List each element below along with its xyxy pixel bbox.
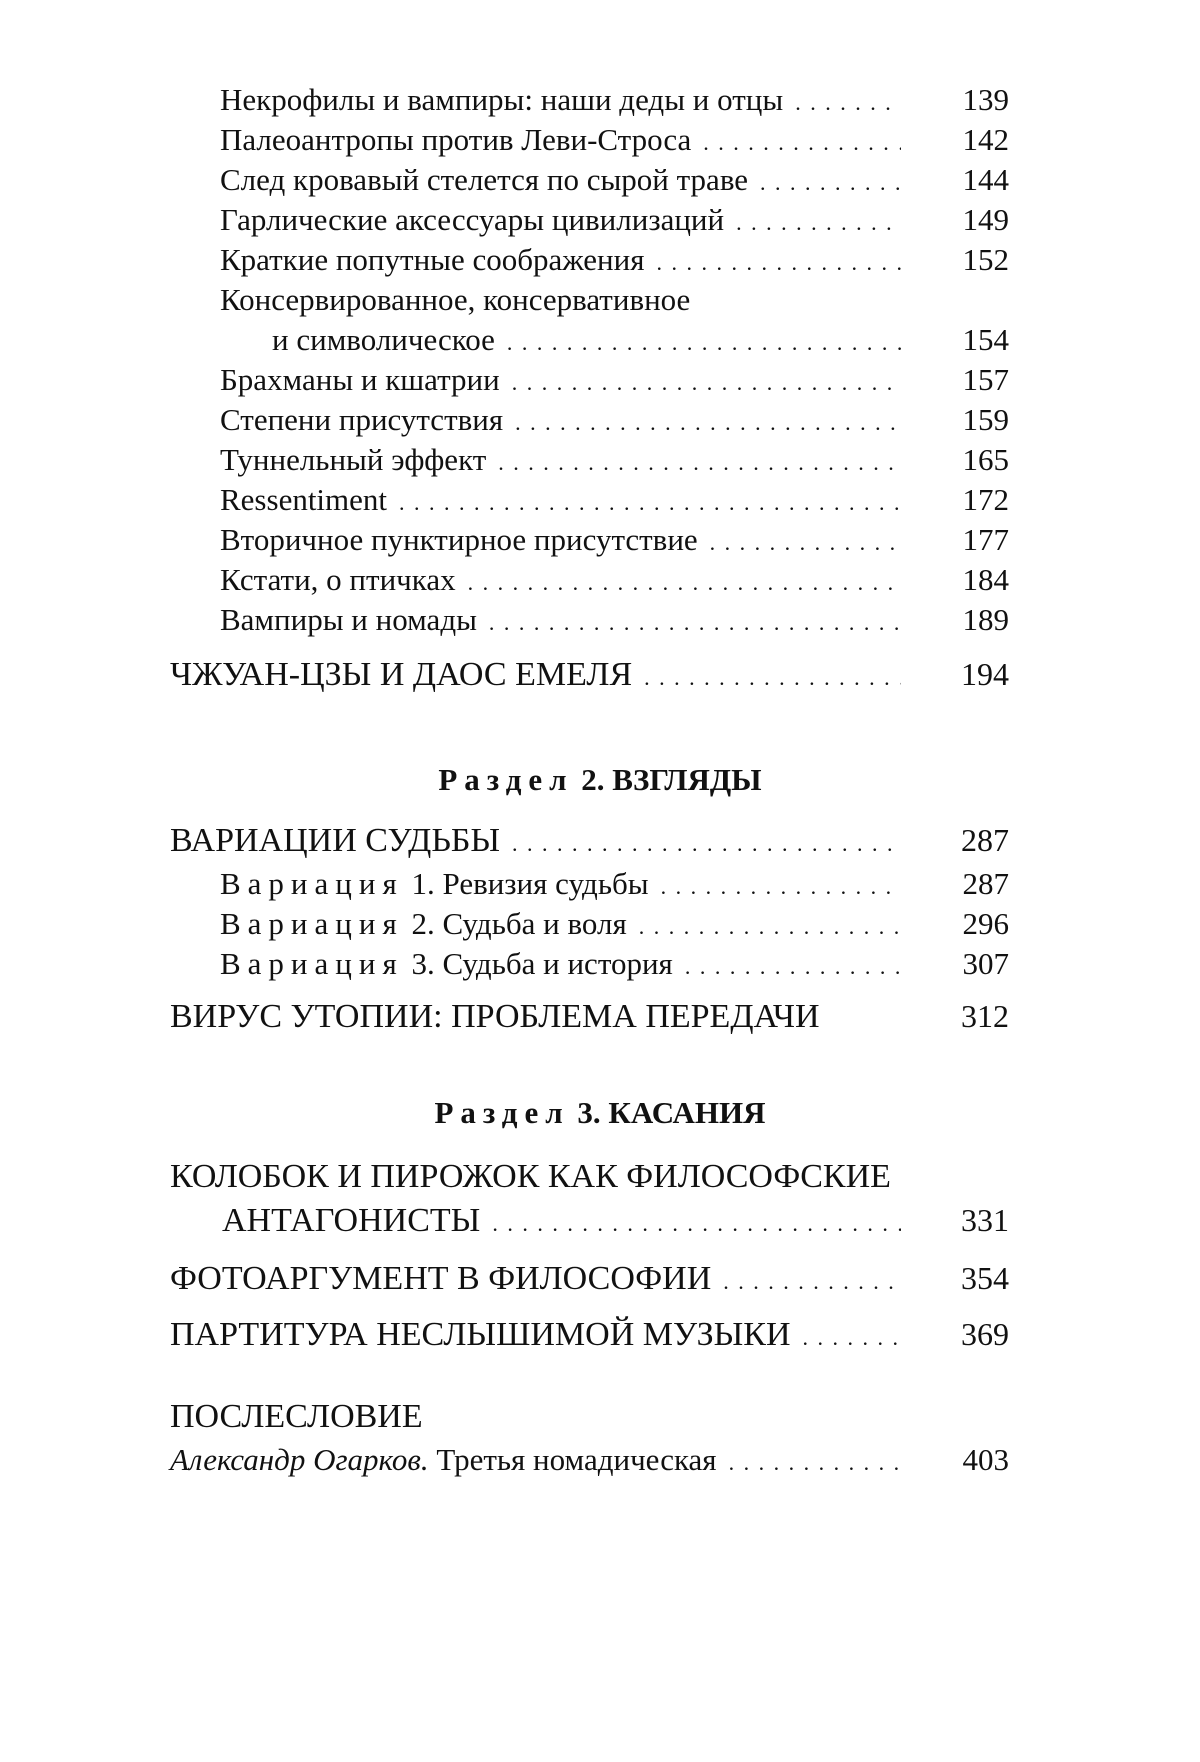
toc-chapter	[170, 1316, 1009, 1354]
toc-entry	[170, 1442, 1009, 1478]
section-heading	[0, 762, 1200, 798]
toc-entry	[220, 362, 1009, 398]
toc-entry-page: 184	[962, 562, 1009, 597]
variation-title: 1. Ревизия судьбы	[411, 866, 649, 901]
leader-dots	[489, 602, 901, 638]
toc-entry-title: Гарлические аксессуары цивилизаций	[220, 202, 725, 237]
toc-entry-title: Вторичное пунктирное присутствие	[220, 522, 698, 557]
toc-chapter-page: 354	[961, 1260, 1009, 1296]
toc-entry	[220, 242, 1009, 278]
toc-chapter-page: 312	[961, 998, 1009, 1034]
toc-chapter-title: ВИРУС УТОПИИ: ПРОБЛЕМА ПЕРЕДАЧИ	[170, 998, 820, 1035]
section-heading-title: 3. КАСАНИЯ	[577, 1095, 766, 1130]
toc-entry-page: 154	[962, 322, 1009, 357]
toc-chapter-title-line2: АНТАГОНИСТЫ	[222, 1202, 481, 1239]
leader-dots	[512, 822, 901, 860]
toc-entry-title	[220, 866, 649, 902]
leader-dots	[803, 1316, 901, 1354]
leader-dots	[399, 482, 901, 518]
toc-chapter-title: ПАРТИТУРА НЕСЛЫШИМОЙ МУЗЫКИ	[170, 1316, 791, 1353]
leader-dots	[723, 1260, 901, 1298]
toc-entry-page: 172	[962, 482, 1009, 517]
toc-chapter-title-line1: КОЛОБОК И ПИРОЖОК КАК ФИЛОСОФСКИЕ	[170, 1158, 891, 1195]
toc-entry-page: 152	[962, 242, 1009, 277]
toc-entry-title: След кровавый стелется по сырой траве	[220, 162, 749, 197]
leader-dots	[492, 1202, 901, 1240]
section-heading	[0, 1095, 1200, 1131]
toc-entry-title: Палеоантропы против Леви-Строса	[220, 122, 692, 157]
leader-dots	[795, 82, 901, 118]
leader-dots	[703, 122, 901, 158]
toc-entry-page: 189	[962, 602, 1009, 637]
toc-entry	[220, 162, 1009, 198]
toc-entry-title: Ressentiment	[220, 482, 388, 517]
toc-entry-title	[220, 946, 673, 982]
leader-dots	[760, 162, 901, 198]
afterword-heading: ПОСЛЕСЛОВИЕ	[170, 1398, 423, 1435]
toc-entry	[220, 866, 1009, 902]
toc-entry-page: 177	[962, 522, 1009, 557]
toc-entry-page: 403	[962, 1442, 1009, 1477]
toc-entry-page: 157	[962, 362, 1009, 397]
toc-entry-title-line1: Консервированное, консервативное	[220, 282, 691, 317]
leader-dots	[507, 322, 901, 358]
toc-entry-title: Туннельный эффект	[220, 442, 487, 477]
section-heading-title: 2. ВЗГЛЯДЫ	[581, 762, 762, 797]
leader-dots	[498, 442, 901, 478]
toc-entry	[220, 442, 1009, 478]
toc-entry-page: 159	[962, 402, 1009, 437]
toc-chapter-title: ФОТОАРГУМЕНТ В ФИЛОСОФИИ	[170, 1260, 712, 1297]
toc-entry-page: 149	[962, 202, 1009, 237]
leader-dots	[639, 906, 901, 942]
leader-dots	[512, 362, 901, 398]
variation-label: Вариация	[220, 866, 404, 901]
leader-dots	[736, 202, 901, 238]
toc-entry	[220, 122, 1009, 158]
toc-entry	[220, 522, 1009, 558]
leader-dots	[515, 402, 901, 438]
toc-entry	[220, 82, 1009, 118]
toc-chapter-page: 194	[961, 656, 1009, 692]
leader-dots	[644, 656, 901, 694]
toc-entry-title: Брахманы и кшатрии	[220, 362, 500, 397]
toc-entry-page: 287	[962, 866, 1009, 901]
toc-entry	[272, 322, 1009, 358]
variation-label: Вариация	[220, 906, 404, 941]
leader-dots	[685, 946, 901, 982]
variation-title: 3. Судьба и история	[411, 946, 673, 981]
toc-entry-title: Вампиры и номады	[220, 602, 477, 637]
toc-chapter	[222, 1202, 1009, 1240]
leader-dots	[468, 562, 901, 598]
section-heading-prefix: Раздел	[434, 1095, 570, 1130]
afterword-author: Александр Огарков.	[170, 1442, 429, 1477]
toc-entry	[220, 202, 1009, 238]
toc-entry-page: 296	[962, 906, 1009, 941]
leader-dots	[729, 1442, 901, 1478]
toc-entry-title-line2: и символическое	[272, 322, 495, 357]
toc-chapter	[170, 822, 1009, 860]
toc-entry	[220, 562, 1009, 598]
toc-entry-title: Некрофилы и вампиры: наши деды и отцы	[220, 82, 784, 117]
leader-dots	[657, 242, 902, 278]
toc-entry	[220, 482, 1009, 518]
toc-chapter-page: 369	[961, 1316, 1009, 1352]
toc-entry	[220, 906, 1009, 942]
toc-chapter-title: ВАРИАЦИИ СУДЬБЫ	[170, 822, 501, 859]
toc-entry	[220, 946, 1009, 982]
variation-label: Вариация	[220, 946, 404, 981]
toc-entry-title	[220, 906, 627, 942]
toc-chapter	[170, 656, 1009, 694]
toc-entry-page: 139	[962, 82, 1009, 117]
variation-title: 2. Судьба и воля	[411, 906, 627, 941]
toc-entry-title	[170, 1442, 717, 1478]
toc-chapter-page: 331	[961, 1202, 1009, 1238]
toc-entry-page: 144	[962, 162, 1009, 197]
toc-entry	[220, 602, 1009, 638]
afterword-title: Третья номадическая	[436, 1442, 717, 1477]
toc-chapter-title: ЧЖУАН-ЦЗЫ И ДАОС ЕМЕЛЯ	[170, 656, 633, 693]
toc-entry	[220, 402, 1009, 438]
leader-dots	[710, 522, 901, 558]
section-heading-prefix: Раздел	[438, 762, 574, 797]
leader-dots	[661, 866, 901, 902]
toc-chapter	[170, 1260, 1009, 1298]
toc-entry-page: 142	[962, 122, 1009, 157]
toc-entry-title: Краткие попутные соображения	[220, 242, 645, 277]
toc-chapter-page: 287	[961, 822, 1009, 858]
toc-entry-page: 307	[962, 946, 1009, 981]
toc-entry-page: 165	[962, 442, 1009, 477]
toc-entry-title: Кстати, о птичках	[220, 562, 456, 597]
toc-chapter	[170, 998, 1009, 1036]
toc-entry-title: Степени присутствия	[220, 402, 504, 437]
